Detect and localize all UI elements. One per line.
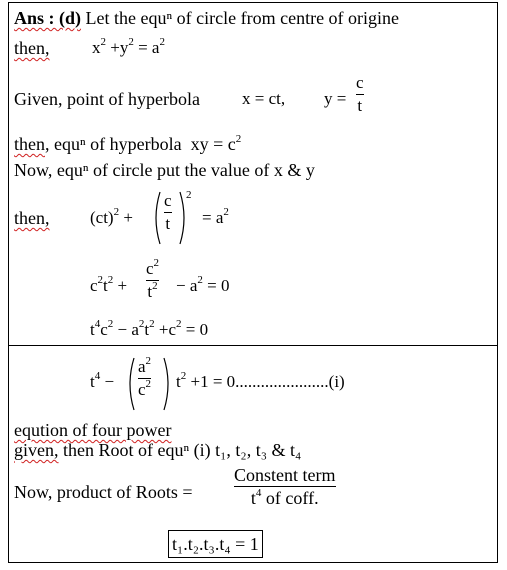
product-label: Now, product of Roots = bbox=[14, 482, 193, 502]
expansion-line: $c^2t^2$ + bbox=[90, 274, 128, 295]
expansion-fraction: $c^2$ $t^2$ bbox=[146, 257, 160, 301]
answer-line bbox=[14, 8, 399, 28]
then-label-3: then, bbox=[14, 208, 50, 228]
intro-text: Let the equⁿ of circle from centre of origine bbox=[81, 8, 400, 28]
point-x: x = ct, bbox=[242, 89, 286, 108]
left-paren-2 bbox=[124, 356, 136, 412]
product-fraction: Constent term $t^4$ of coff. bbox=[234, 465, 336, 508]
ans-label: Ans : (d) bbox=[14, 8, 82, 28]
sub-eq: = $a^2$ bbox=[202, 206, 229, 227]
expansion-rest: − $a^2 = 0$ bbox=[176, 274, 230, 295]
eq-i-rest: $t^2 +1 = 0......................(i)$ bbox=[176, 370, 345, 391]
result-box: t₁.t₂.t₃.t₄ = 1 bbox=[168, 530, 263, 558]
hyperbola-line: then, equⁿ of hyperbola xy = $c^2$ bbox=[14, 133, 242, 154]
then-label-1: then, bbox=[14, 38, 50, 58]
point-y-label: y = bbox=[324, 89, 347, 108]
four-power-text: eqution of four power bbox=[14, 420, 172, 440]
given-point-text: Given, point of hyperbola bbox=[14, 89, 200, 109]
eq-i-t4: $t^4$ − bbox=[90, 370, 115, 391]
quartic-line: $t^4c^2 - a^2t^2 +c^2 = 0$ bbox=[90, 318, 209, 339]
eq-i-fraction: $a^2$ $c^2$ bbox=[138, 355, 152, 399]
left-paren bbox=[150, 190, 162, 246]
sub-exponent: 2 bbox=[186, 189, 192, 201]
sub-fraction: c t bbox=[164, 191, 172, 233]
clipped-next-line bbox=[8, 564, 498, 570]
right-paren-2 bbox=[162, 356, 174, 412]
now-put-text: Now, equⁿ of circle put the value of x & y bbox=[14, 160, 315, 180]
roots-line: given, then Root of equⁿ (i) t₁, t₂, t₃ & t₄ bbox=[14, 440, 302, 460]
sub-ct: (ct)$^2$ + bbox=[90, 206, 133, 227]
point-y-fraction: c t bbox=[356, 73, 364, 115]
circle-equation: $x^2 +y^2 = a^2$ bbox=[92, 36, 165, 57]
